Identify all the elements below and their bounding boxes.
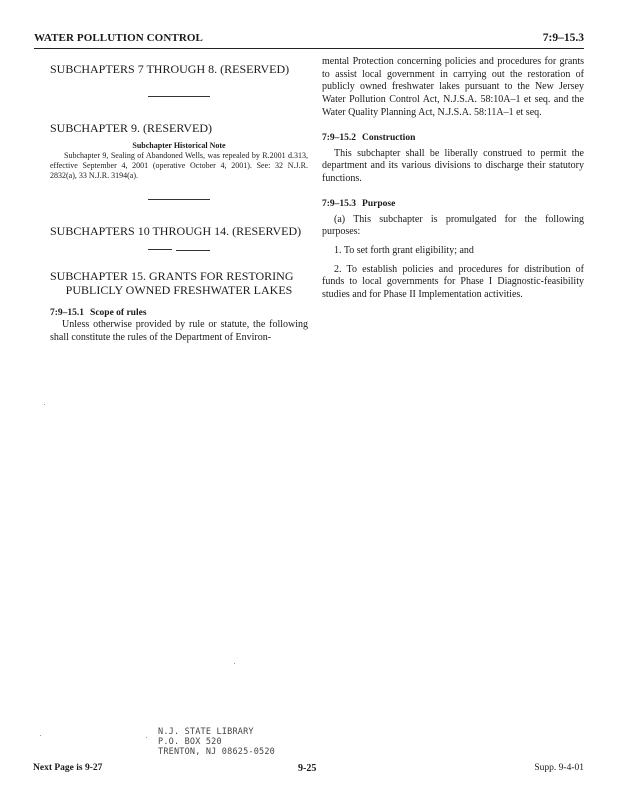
scan-speck bbox=[40, 735, 41, 736]
section-15-3-heading bbox=[322, 198, 584, 210]
subchapters-7-8-heading: SUBCHAPTERS 7 THROUGH 8. (RESERVED) bbox=[50, 62, 290, 76]
header-title: WATER POLLUTION CONTROL bbox=[34, 32, 203, 44]
purpose-item-2: 2. To establish policies and procedures for distribution of funds to local governments for Phase I Diagnostic-feasibility studies and for Phase II Implementation activities. bbox=[322, 263, 584, 301]
section-15-1-number: 7:9–15.1 bbox=[50, 308, 85, 318]
stamp-line-1: N.J. STATE LIBRARY bbox=[158, 727, 254, 737]
left-column bbox=[50, 62, 308, 344]
scan-speck bbox=[44, 404, 45, 405]
purpose-item-1: 1. To set forth grant eligibility; and bbox=[334, 245, 474, 257]
stamp-line-2: P.O. BOX 520 bbox=[158, 737, 222, 747]
library-stamp bbox=[158, 727, 275, 757]
section-15-1-heading bbox=[50, 307, 308, 319]
stamp-line-3: TRENTON, NJ 08625-0520 bbox=[158, 747, 275, 757]
section-15-3-number: 7:9–15.3 bbox=[322, 198, 357, 209]
historical-note-body: Subchapter 9, Sealing of Abandoned Wells, was repealed by R.2001 d.313, effective September 4, 2001 (operative October 4, 2001). See: 32 N.J.R. 2832(a), 33 N.J.R. 3194(a). bbox=[50, 151, 308, 180]
historical-note-title: Subchapter Historical Note bbox=[132, 141, 226, 150]
header-section-ref: 7:9–15.3 bbox=[542, 32, 584, 44]
footer-page-number: 9-25 bbox=[298, 763, 317, 774]
footer-next-page: Next Page is 9-27 bbox=[33, 763, 103, 773]
section-15-2-title: Construction bbox=[362, 132, 416, 143]
subchapter-9-heading: SUBCHAPTER 9. (RESERVED) bbox=[50, 121, 213, 135]
section-15-3-title: Purpose bbox=[362, 198, 396, 209]
scan-speck bbox=[146, 737, 147, 738]
section-divider bbox=[148, 246, 210, 256]
subchapter-15-heading-line1: SUBCHAPTER 15. GRANTS FOR RESTORING bbox=[50, 269, 294, 283]
section-15-3-intro: (a) This subchapter is promulgated for the following purposes: bbox=[322, 213, 584, 238]
subchapters-10-14-heading: SUBCHAPTERS 10 THROUGH 14. (RESERVED) bbox=[50, 224, 302, 238]
scan-speck bbox=[234, 663, 235, 664]
section-15-1-title: Scope of rules bbox=[90, 308, 147, 318]
section-15-2-text: This subchapter shall be liberally construed to permit the department and its various divisions to discharge their statutory functions. bbox=[322, 147, 584, 184]
section-15-2-heading bbox=[322, 132, 584, 144]
right-column bbox=[322, 56, 584, 302]
running-header bbox=[34, 32, 584, 49]
subchapter-15-heading-line2: PUBLICLY OWNED FRESHWATER LAKES bbox=[65, 283, 293, 297]
section-15-1-text: Unless otherwise provided by rule or statute, the following shall constitute the rules of the Department of Environ- bbox=[50, 319, 308, 343]
continued-scope-text: mental Protection concerning policies and procedures for grants to assist local government in carrying out the restoration of publicly owned freshwater lakes pursuant to the New Jersey Water Pollution Control Act, N.J.S.A. 58:10A–1 et seq. and the Water Quality Planning Act, N.J.S.A. 58:11A–1 et seq. bbox=[322, 56, 584, 118]
section-15-2-number: 7:9–15.2 bbox=[322, 132, 357, 143]
footer-supplement: Supp. 9-4-01 bbox=[534, 763, 584, 773]
